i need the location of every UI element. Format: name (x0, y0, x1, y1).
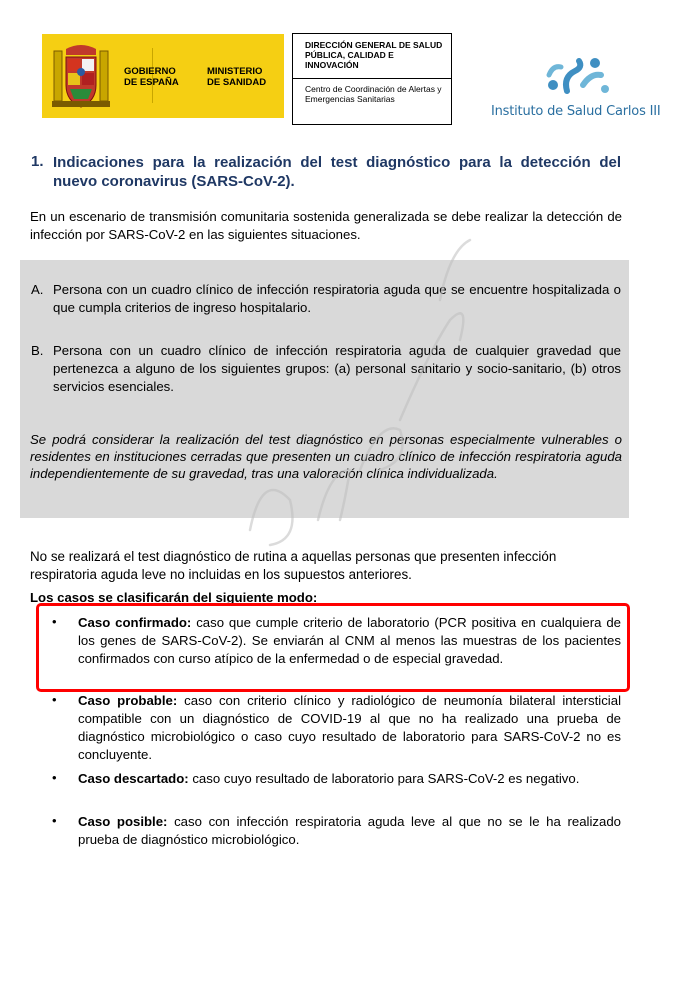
case-text: caso cuyo resultado de laboratorio para SARS-CoV-2 es negativo. (188, 771, 580, 786)
case-text: caso con criterio clínico y radiológico de neumonía bilateral intersticial compatible con un diagnóstico de COVID-19 al que no ha realizado una prueba de diagnóstico microbiológico o caso cuyo resultado de laboratorio para SARS-CoV-2 no es concluyente. (78, 693, 621, 762)
bullet-icon: • (52, 770, 57, 785)
direccion-general-title: DIRECCIÓN GENERAL DE SALUD PÚBLICA, CALIDAD E INNOVACIÓN (305, 40, 443, 70)
intro-paragraph: En un escenario de transmisión comunitaria sostenida generalizada se debe realizar la detección de infección por SARS-CoV-2 en las siguientes situaciones. (30, 209, 622, 242)
ministerio-label: MINISTERIO DE SANIDAD (207, 66, 267, 88)
no-test-paragraph: No se realizará el test diagnóstico de rutina a aquellas personas que presenten infección respiratoria aguda leve no incluidas en los supuestos anteriores. (30, 549, 557, 582)
ccaes-label: Centro de Coordinación de Alertas y Emergencias Sanitarias (305, 84, 442, 104)
indication-a-text: Persona con un cuadro clínico de infección respiratoria aguda que se encuentre hospitalizada o que cumpla criterios de ingreso hospitalario. (53, 282, 621, 315)
case-label: Caso posible: (78, 814, 168, 829)
bullet-icon: • (52, 692, 57, 707)
gobierno-logo (42, 34, 284, 118)
case-posible (78, 813, 621, 849)
coat-of-arms-icon (50, 41, 112, 113)
case-text: caso con infección respiratoria aguda leve al que no se le ha realizado prueba de diagnóstico microbiológico. (78, 814, 621, 847)
gobierno-label: GOBIERNO DE ESPAÑA (124, 66, 179, 88)
direccion-general-box (292, 33, 452, 125)
case-text: caso que cumple criterio de laboratorio (PCR positiva en cualquiera de los genes de SARS-CoV-2). Se enviarán al CNM al menos las muestras de los pacientes confirmados con curso atípico de la enfermedad o de especial gravedad. (78, 615, 622, 666)
indication-b-letter: B. (31, 343, 44, 358)
indication-a-letter: A. (31, 282, 44, 297)
section-title: Indicaciones para la realización del test diagnóstico para la detección del nuevo coronavirus (SARS-CoV-2). (53, 154, 621, 190)
case-descartado (78, 770, 621, 788)
case-label: Caso descartado: (78, 771, 189, 786)
case-probable (78, 692, 621, 764)
classification-heading: Los casos se clasificarán del siguiente modo: (30, 590, 318, 605)
bullet-icon: • (52, 614, 57, 629)
case-label: Caso probable: (78, 693, 178, 708)
isciii-logo-icon (543, 55, 613, 100)
highlight-box (36, 603, 630, 692)
box-divider (293, 78, 451, 79)
isciii-name: Instituto de Salud Carlos III (491, 104, 661, 119)
section-number: 1. (31, 153, 44, 170)
bullet-icon: • (52, 813, 57, 828)
italic-note: Se podrá considerar la realización del test diagnóstico en personas especialmente vulnerables o residentes en instituciones cerradas que presenten un cuadro clínico de infección respiratoria aguda independientemente de su gravedad, tras una valoración clínica individualizada. (30, 432, 622, 481)
case-label: Caso confirmado: (78, 615, 192, 630)
indication-b-text: Persona con un cuadro clínico de infección respiratoria aguda de cualquier gravedad que pertenezca a alguno de los siguientes grupos: (a) personal sanitario y socio-sanitario, (b) otros servicios esenciales. (53, 343, 621, 394)
